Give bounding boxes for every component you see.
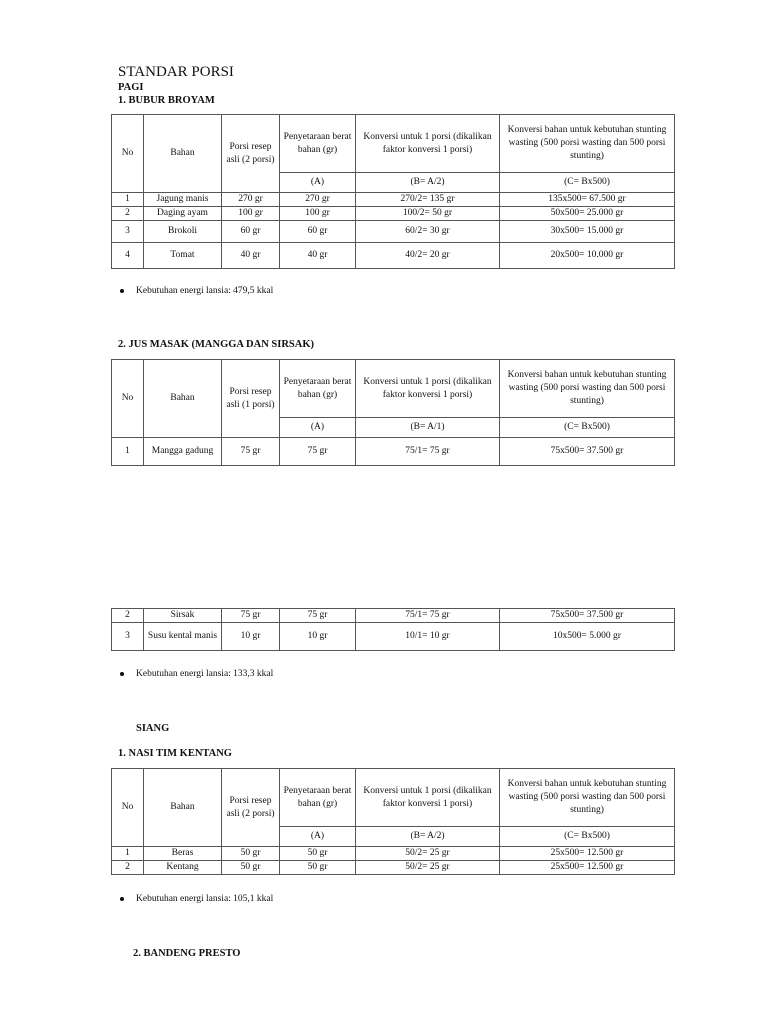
bullet-icon [120,289,124,293]
cell-konversi-kebutuhan: 30x500= 15.000 gr [500,221,675,243]
section-label-siang: SIANG [136,723,170,734]
table-row [112,221,675,243]
header-formula-b: (B= A/2) [356,827,500,847]
header-konversi-kebutuhan: Konversi bahan untuk kebutuhan stunting wasting (500 porsi wasting dan 500 porsi stunting) [500,115,675,173]
table-row [112,193,675,207]
cell-no: 2 [112,207,144,221]
cell-penyetaraan: 75 gr [280,609,356,623]
cell-porsi: 40 gr [222,243,280,269]
cell-bahan: Mangga gadung [144,438,222,466]
cell-porsi: 270 gr [222,193,280,207]
cell-bahan: Jagung manis [144,193,222,207]
cell-bahan: Beras [144,847,222,861]
header-konversi-1: Konversi untuk 1 porsi (dikalikan faktor konversi 1 porsi) [356,360,500,418]
recipe-heading-bubur-broyam: 1. BUBUR BROYAM [118,95,215,106]
recipe-heading-jus-masak: 2. JUS MASAK (MANGGA DAN SIRSAK) [118,339,315,350]
cell-konversi-kebutuhan: 25x500= 12.500 gr [500,847,675,861]
header-formula-c: (C= Bx500) [500,827,675,847]
energy-note-jus-masak [120,669,273,679]
table-row [112,243,675,269]
cell-no: 4 [112,243,144,269]
cell-no: 2 [112,609,144,623]
header-formula-a: (A) [280,418,356,438]
cell-penyetaraan: 40 gr [280,243,356,269]
header-bahan: Bahan [144,115,222,193]
cell-konversi-kebutuhan: 75x500= 37.500 gr [500,609,675,623]
recipe-heading-bandeng-presto: 2. BANDENG PRESTO [133,948,241,959]
cell-no: 1 [112,438,144,466]
cell-porsi: 50 gr [222,861,280,875]
cell-porsi: 50 gr [222,847,280,861]
header-no: No [112,769,144,847]
header-konversi-1: Konversi untuk 1 porsi (dikalikan faktor konversi 1 porsi) [356,115,500,173]
cell-konversi-1: 60/2= 30 gr [356,221,500,243]
cell-penyetaraan: 50 gr [280,847,356,861]
energy-note-text: Kebutuhan energi lansia: 105,1 kkal [136,894,274,904]
header-porsi: Porsi resep asli (2 porsi) [222,115,280,193]
header-formula-b: (B= A/2) [356,173,500,193]
header-formula-a: (A) [280,827,356,847]
table-row [112,861,675,875]
cell-no: 1 [112,847,144,861]
cell-porsi: 75 gr [222,609,280,623]
cell-konversi-kebutuhan: 10x500= 5.000 gr [500,623,675,651]
cell-porsi: 75 gr [222,438,280,466]
cell-konversi-kebutuhan: 20x500= 10.000 gr [500,243,675,269]
cell-konversi-1: 40/2= 20 gr [356,243,500,269]
cell-porsi: 100 gr [222,207,280,221]
header-bahan: Bahan [144,769,222,847]
header-formula-c: (C= Bx500) [500,418,675,438]
recipe-table-jus-masak-continued [111,608,675,651]
energy-note-bubur-broyam [120,286,273,296]
cell-no: 3 [112,623,144,651]
table-row [112,847,675,861]
recipe-table-bubur-broyam [111,114,675,269]
header-konversi-kebutuhan: Konversi bahan untuk kebutuhan stunting wasting (500 porsi wasting dan 500 porsi stunting) [500,769,675,827]
energy-note-text: Kebutuhan energi lansia: 133,3 kkal [136,669,274,679]
cell-bahan: Brokoli [144,221,222,243]
cell-konversi-1: 75/1= 75 gr [356,609,500,623]
header-no: No [112,115,144,193]
cell-bahan: Tomat [144,243,222,269]
cell-penyetaraan: 75 gr [280,438,356,466]
table-row [112,438,675,466]
cell-penyetaraan: 270 gr [280,193,356,207]
header-no: No [112,360,144,438]
cell-bahan: Sirsak [144,609,222,623]
header-penyetaraan: Penyetaraan berat bahan (gr) [280,769,356,827]
cell-konversi-1: 100/2= 50 gr [356,207,500,221]
energy-note-nasi-tim-kentang [120,894,273,904]
table-row [112,609,675,623]
cell-penyetaraan: 10 gr [280,623,356,651]
header-penyetaraan: Penyetaraan berat bahan (gr) [280,360,356,418]
header-formula-a: (A) [280,173,356,193]
cell-no: 2 [112,861,144,875]
header-formula-c: (C= Bx500) [500,173,675,193]
cell-konversi-1: 10/1= 10 gr [356,623,500,651]
table-row [112,623,675,651]
bullet-icon [120,897,124,901]
cell-penyetaraan: 100 gr [280,207,356,221]
header-formula-b: (B= A/1) [356,418,500,438]
cell-no: 3 [112,221,144,243]
cell-bahan: Susu kental manis [144,623,222,651]
cell-konversi-kebutuhan: 75x500= 37.500 gr [500,438,675,466]
header-penyetaraan: Penyetaraan berat bahan (gr) [280,115,356,173]
section-label-pagi: PAGI [118,82,144,93]
page-title: STANDAR PORSI [118,64,234,80]
cell-konversi-kebutuhan: 50x500= 25.000 gr [500,207,675,221]
header-bahan: Bahan [144,360,222,438]
bullet-icon [120,672,124,676]
cell-penyetaraan: 60 gr [280,221,356,243]
cell-konversi-1: 75/1= 75 gr [356,438,500,466]
cell-konversi-kebutuhan: 25x500= 12.500 gr [500,861,675,875]
header-porsi: Porsi resep asli (1 porsi) [222,360,280,438]
cell-bahan: Daging ayam [144,207,222,221]
cell-konversi-1: 50/2= 25 gr [356,861,500,875]
table-row [112,207,675,221]
cell-porsi: 60 gr [222,221,280,243]
cell-konversi-1: 50/2= 25 gr [356,847,500,861]
header-konversi-1: Konversi untuk 1 porsi (dikalikan faktor konversi 1 porsi) [356,769,500,827]
cell-konversi-1: 270/2= 135 gr [356,193,500,207]
cell-no: 1 [112,193,144,207]
cell-bahan: Kentang [144,861,222,875]
energy-note-text: Kebutuhan energi lansia: 479,5 kkal [136,286,274,296]
cell-porsi: 10 gr [222,623,280,651]
recipe-heading-nasi-tim-kentang: 1. NASI TIM KENTANG [118,748,232,759]
cell-penyetaraan: 50 gr [280,861,356,875]
cell-konversi-kebutuhan: 135x500= 67.500 gr [500,193,675,207]
recipe-table-jus-masak [111,359,675,466]
header-konversi-kebutuhan: Konversi bahan untuk kebutuhan stunting wasting (500 porsi wasting dan 500 porsi stunting) [500,360,675,418]
recipe-table-nasi-tim-kentang [111,768,675,875]
header-porsi: Porsi resep asli (2 porsi) [222,769,280,847]
